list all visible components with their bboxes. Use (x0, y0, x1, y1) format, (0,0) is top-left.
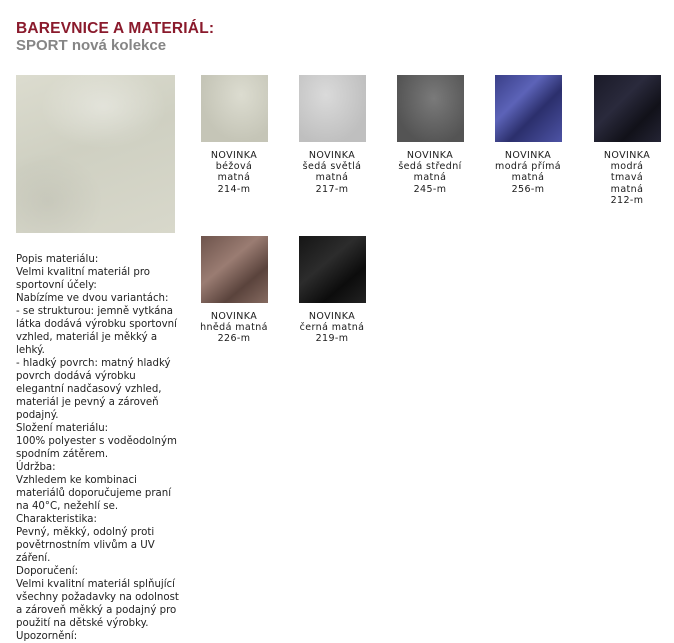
swatch-code: 214-m (217, 183, 251, 195)
swatch-tag: NOVINKA (603, 150, 651, 161)
swatch-label (587, 150, 667, 206)
swatch-label (390, 150, 470, 195)
swatch-mid-grey-icon[interactable] (397, 75, 464, 142)
swatch-label (194, 311, 274, 345)
swatch-card-light-grey[interactable] (292, 75, 372, 195)
swatch-card-brown[interactable] (194, 236, 274, 345)
swatch-tag: NOVINKA (308, 311, 356, 322)
description-line: Velmi kvalitní materiál splňující všechny požadavky na odolnost a zároveň měkký a podajný pro použití na dětské výrobky. (16, 579, 179, 629)
swatch-label (292, 311, 372, 345)
swatch-tag: NOVINKA (308, 150, 356, 161)
main-material-image (16, 75, 175, 233)
swatch-code: 256-m (511, 183, 545, 195)
swatch-card-black[interactable] (292, 236, 372, 345)
swatch-label (194, 150, 274, 195)
description-line: Pevný, měkký, odolný proti povětrnostním vlivům a UV záření. (16, 527, 155, 564)
description-line: Popis materiálu: (16, 254, 99, 265)
swatch-name: šedá střední matná (398, 161, 462, 184)
swatch-tag: NOVINKA (210, 150, 258, 161)
swatch-tag: NOVINKA (504, 150, 552, 161)
description-line: Vzhledem ke kombinaci materiálů doporučujeme praní na 40°C, nežehlí se. (16, 475, 172, 512)
swatch-name: modrá přímá matná (495, 161, 561, 184)
swatch-brown-icon[interactable] (201, 236, 268, 303)
swatch-name: šedá světlá matná (302, 161, 362, 184)
description-line: Nabízíme ve dvou variantách: (16, 293, 169, 304)
swatch-name: hnědá matná (200, 322, 268, 334)
description-line: - se strukturou: jemně vytkána látka dodává výrobku sportovní vzhled, materiál je měkký a lehký. (16, 306, 177, 356)
swatch-code: 217-m (315, 183, 349, 195)
swatch-card-navy[interactable] (587, 75, 667, 206)
swatch-label (292, 150, 372, 195)
swatch-code: 226-m (217, 333, 251, 345)
description-line: - hladký povrch: matný hladký povrch dodává výrobku elegantní nadčasový vzhled, materiál je pevný a zároveň podajný. (16, 358, 171, 421)
swatch-black-icon[interactable] (299, 236, 366, 303)
swatch-light-grey-icon[interactable] (299, 75, 366, 142)
description-line: Velmi kvalitní materiál pro sportovní účely: (16, 267, 151, 291)
description-line: Charakteristika: (16, 514, 97, 525)
material-description (16, 253, 181, 643)
swatch-card-mid-grey[interactable] (390, 75, 470, 195)
swatch-beige-icon[interactable] (201, 75, 268, 142)
swatch-name: černá matná (299, 322, 365, 334)
swatch-name: béžová matná (215, 161, 253, 184)
swatch-tag: NOVINKA (210, 311, 258, 322)
swatch-navy-icon[interactable] (594, 75, 661, 142)
swatch-blue-icon[interactable] (495, 75, 562, 142)
description-line: 100% polyester s voděodolným spodním zátěrem. (16, 436, 177, 460)
swatch-card-beige[interactable] (194, 75, 274, 195)
swatch-code: 245-m (413, 183, 447, 195)
swatch-label (488, 150, 568, 195)
page-title: BAREVNICE A MATERIÁL: (16, 20, 215, 37)
swatch-code: 212-m (610, 194, 644, 206)
page-subtitle: SPORT nová kolekce (16, 37, 167, 54)
swatch-code: 219-m (315, 333, 349, 345)
swatch-card-blue[interactable] (488, 75, 568, 195)
description-line: Upozornění: (16, 631, 78, 642)
description-line: Složení materiálu: (16, 423, 109, 434)
description-line: Doporučení: (16, 566, 79, 577)
description-line: Údržba: (16, 462, 56, 473)
swatch-tag: NOVINKA (406, 150, 454, 161)
swatch-name: modrá tmavá matná (610, 161, 644, 195)
